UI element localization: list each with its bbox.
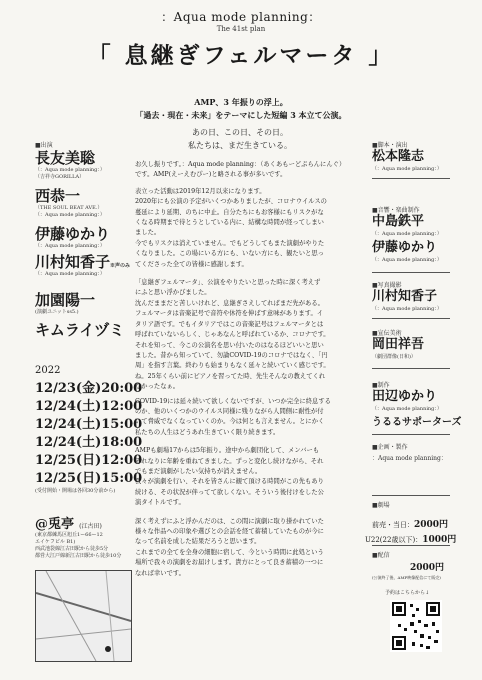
text-line: 「息継ぎフェルマータ」、公演をやりたいと思った時に深く考えず	[135, 279, 321, 287]
venue-area: (江古田)	[79, 523, 102, 530]
credit-label: ■制作	[372, 382, 390, 389]
text-line: てくださった全ての皆様に感謝します。	[135, 260, 248, 268]
credit-label: ■音響・楽曲制作	[372, 207, 420, 214]
text-line: 私たちの人生はどうあれ生きていく限り続きます。	[135, 428, 280, 436]
cast-note: （：Aqua mode planning：）	[35, 243, 105, 249]
plan-number: The 41st plan	[216, 25, 266, 33]
credit-block	[372, 140, 450, 172]
credit-block	[372, 280, 450, 312]
paragraph	[135, 187, 365, 270]
paragraph	[135, 446, 365, 508]
divider	[372, 368, 450, 369]
credit-block	[372, 328, 450, 360]
text-line: にふと思い浮かびました。	[135, 289, 211, 297]
credit-note: （：Aqua mode planning：）	[372, 231, 442, 237]
cast-note: (演劇ユニットss5.)	[35, 309, 79, 315]
credit-block	[372, 380, 450, 412]
text-line: フェルマータは音楽記号で音符や休符を伸ばす意味があります。イ	[135, 310, 324, 318]
credit-block	[372, 205, 450, 237]
reserve-text: 予約はこちらから↓	[385, 590, 430, 596]
cast-name	[35, 254, 130, 271]
cast-member	[35, 292, 95, 316]
divider	[372, 495, 450, 496]
subtitle-block	[130, 96, 352, 122]
schedule-list	[35, 380, 142, 495]
cast-member	[35, 188, 105, 219]
text-line: ました。昔から知っていて、勿論COVID-19のコロナではなく、「円	[135, 351, 328, 359]
cast-name: 加園陽一	[35, 291, 96, 309]
text-line: 演タイトルです。	[135, 499, 185, 507]
text-line: くなりました。この場にいる方にも、いない方にも、観たいと思っ	[135, 250, 324, 258]
divider	[372, 318, 450, 319]
text-line: それなりに年齢を重ねてきました。ずっと変化し続けながら、それ	[135, 457, 324, 465]
tagline-block	[140, 126, 340, 152]
ticket-label: ■劇場	[372, 502, 390, 509]
cast-member	[35, 254, 130, 278]
paragraph	[135, 517, 365, 579]
credit-block	[372, 240, 450, 263]
credit-note: （劇団群像(日和)）	[372, 354, 416, 360]
tagline-line: 私たちは、まだ生きている。	[188, 141, 292, 150]
divider	[372, 434, 450, 435]
cast-suffix: ※声のみ	[110, 263, 131, 269]
cast-member	[35, 226, 110, 250]
text-line: なかったなぁ。	[135, 383, 180, 391]
text-line: ました。	[135, 229, 161, 237]
text-line: タリア語です。でもイタリアではこの音楽記号はフェルマータとは	[135, 320, 324, 328]
text-line: 今でもリスクは消えていません。でもどうしてもまた演劇がやりた	[135, 239, 325, 247]
schedule-note: (受付開始・開場は各回30分前から)	[35, 488, 116, 494]
stream-note: (公演終了後、AMP映像配信にて販売)	[372, 575, 441, 580]
text-line: なれば幸いです。	[135, 569, 185, 577]
divider	[372, 178, 450, 179]
credit-name: 川村知香子	[372, 289, 438, 304]
paragraph	[135, 397, 365, 439]
divider	[372, 272, 450, 273]
date-row: 12/25(日)15:00	[35, 471, 143, 486]
text-line: 蔓延により延期、のちに中止。自分たちにもお客様にもリスクがな	[135, 208, 324, 216]
paragraph	[135, 278, 365, 392]
text-line: 続ける、その状況が伴ってて欲しくない。そういう後付けをした公	[135, 488, 324, 496]
cast-name: 伊藤ゆかり	[35, 225, 111, 243]
cast-note: （：Aqua mode planning：）	[35, 271, 105, 277]
stream-label: ■配信	[372, 552, 390, 559]
stream-price: 2000円	[410, 563, 445, 573]
text-line: 我々が演劇を行い、それを皆さんに観て頂ける時間がこの先もあり	[135, 478, 324, 486]
company-name: ：Aqua mode planning：	[161, 10, 321, 24]
ticket-price: 2000円	[414, 520, 449, 530]
venue-marker	[105, 646, 111, 652]
text-line: 周」を指す言葉。終わりも始まりもなく延々と続いていく感じです。	[135, 362, 330, 370]
credit-note: （：Aqua mode planning：）	[372, 406, 442, 412]
credit-name: 岡田祥吾	[372, 337, 425, 352]
credit-note: （：Aqua mode planning：）	[372, 166, 442, 172]
cast-name: キムライヅミ	[35, 321, 125, 339]
date-row: 12/23(金)20:00	[35, 381, 143, 396]
credit-block	[372, 442, 450, 462]
play-title: 「 息継ぎフェルマータ 」	[87, 42, 395, 69]
tagline-line: あの日、この日、その日。	[192, 128, 288, 137]
credit-note: （：Aqua mode planning：）	[372, 306, 442, 312]
credit-label: ■企画・製作	[372, 444, 408, 451]
date-row: 12/24(土)18:00	[35, 435, 143, 450]
credit-name: うるるサポーターズ	[372, 417, 462, 428]
text-line: AMPも劇場17からは5年振り。途中から劇団化して、メンバーも	[135, 447, 320, 455]
venue-access: 都営大江戸線新江古田駅から徒歩10分	[35, 553, 122, 559]
divider	[372, 545, 450, 546]
text-line: 様々な作品への印象や選びとの会話を経て蓄積していたものが今に	[135, 528, 324, 535]
date-row: 12/25(日)12:00	[35, 453, 143, 468]
venue-block	[35, 513, 121, 560]
venue-title	[35, 513, 121, 532]
credit-name: 中島鉄平	[372, 214, 425, 229]
subtitle-line: 「過去・現在・未来」をテーマにした短編 3 本立て公演。	[135, 110, 347, 120]
venue-address: エイケフビル B1)	[35, 539, 76, 545]
credit-label: ■宣伝美術	[372, 330, 402, 337]
ticket-row	[365, 527, 456, 546]
text-line: くなる時期まで待とうとしている内に、結構な時間が経ってしまい	[135, 219, 324, 227]
ticket-type: 前売・当日：	[372, 521, 414, 529]
cast-member	[35, 150, 105, 181]
credit-label: ■脚本・演出	[372, 142, 408, 149]
map-graphic	[36, 571, 131, 661]
subtitle-line: AMP、3 年振りの浮上。	[194, 97, 288, 107]
text-line: でもまだ演劇がしたい気持ちが消えません。	[135, 467, 262, 475]
credit-note: （：Aqua mode planning：）	[372, 257, 442, 263]
text-line: ね。25年くらい前にピアノを習ってた時、先生そんなの教えてくれ	[135, 372, 326, 380]
text-line: お久し振りです。：Aqua mode planning：（あくあもーどぷらんにんぐ）	[135, 161, 346, 168]
ticket-price: 1000円	[422, 535, 457, 545]
text-line: それを知って、今この公演名を思い付いたのはなるほどいいと思い	[135, 341, 324, 349]
text-line: です。AMP(えーえむぴー)と略される事が多いです。	[135, 171, 287, 179]
credit-name: 田辺ゆかり	[372, 389, 438, 404]
cast-note: （：Aqua mode planning：）	[35, 212, 105, 218]
credit-name: 伊藤ゆかり	[372, 240, 438, 255]
body-text	[135, 160, 365, 579]
credit-name: 松本隆志	[372, 149, 425, 164]
text-line: いて脅威でなくなっていくのか。今は何とも言えません。とにかく	[135, 418, 325, 426]
paragraph	[135, 160, 365, 181]
text-line: 沈んだままだと苦しいけれど、息継ぎさえしてればまだ先がある。	[135, 299, 324, 307]
text-line: 場所で我々の演劇をお届けします。貴方にとって良き蓄積の一つに	[135, 559, 324, 567]
cast-label: ■出演	[35, 142, 53, 149]
text-line: 表立った活動は2019年12月以来になります。	[135, 187, 266, 195]
cast-note: （THE SOUL BEAT AVE.）	[35, 205, 103, 211]
credit-block	[372, 415, 462, 431]
cast-name-text: 川村知香子	[35, 253, 111, 271]
venue-name: @兎亭	[35, 517, 75, 532]
cast-note: （吉祥寺GORILLA）	[35, 174, 85, 180]
cast-name: 西恭一	[35, 187, 81, 205]
date-row: 12/24(土)12:00	[35, 399, 143, 414]
qr-graphic	[390, 600, 442, 652]
text-line: のか、他のいくつかのウイルス同様に残りながら人間側に耐性が付	[135, 407, 324, 415]
schedule-year: 2022	[35, 365, 61, 376]
text-line: 深く考えずにふと浮かんだのは、この間に演劇に取り掛かれていた	[135, 517, 324, 525]
text-line: なって名前を成した結果だろうと思います。	[135, 538, 261, 546]
text-line: 呼ばれていないらしく、じゃあなんと呼ばれているか、コロナです。	[135, 331, 330, 339]
date-row: 12/24(土)15:00	[35, 417, 143, 432]
credit-label: ■写真撮影	[372, 282, 402, 289]
text-line: COVID-19には延々続いて欲しくないですが、いつか完全に終息する	[135, 397, 331, 405]
credit-note: ：Aqua mode planning：	[372, 455, 447, 462]
text-line: これまでの全てを全身の細胞に宿して、今という時間に此処という	[135, 548, 324, 556]
ticket-type: U22(22歳以下)：	[365, 536, 423, 544]
venue-access: 西武池袋線江古田駅から徒歩5分	[35, 546, 109, 552]
qr-code[interactable]	[390, 600, 442, 652]
cast-name: 長友美聡	[35, 149, 96, 167]
venue-address: (東京都練馬区旭丘1ー66ー12	[35, 532, 103, 538]
cast-note: （：Aqua mode planning：）	[35, 167, 105, 173]
text-line: 2020年にも公演の予定がいくつかありましたが、コロナウイルスの	[135, 198, 327, 206]
venue-map	[35, 570, 132, 662]
cast-member	[35, 322, 124, 339]
